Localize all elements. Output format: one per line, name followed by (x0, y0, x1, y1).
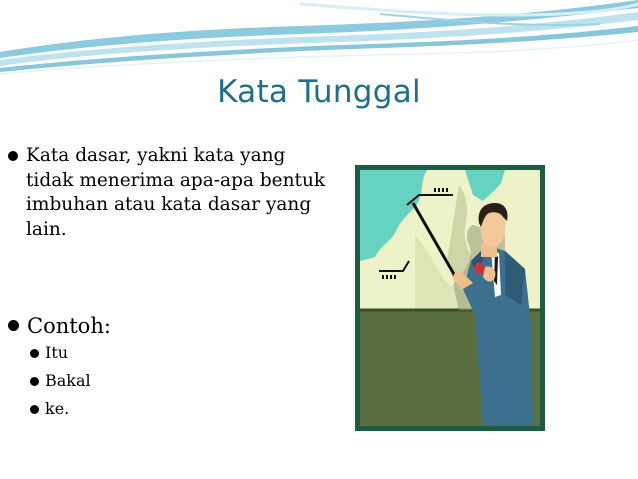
bullet-dot-icon (30, 349, 39, 358)
bullet-dot-icon (30, 405, 39, 414)
header-wave-decoration (0, 0, 638, 75)
example-item (30, 343, 68, 363)
example-item (30, 399, 69, 419)
example-text: ke. (45, 399, 70, 418)
bullet-examples-heading (8, 312, 111, 340)
presenter-clipart (355, 165, 545, 431)
definition-text: Kata dasar, yakni kata yang tidak menerima apa-apa bentuk imbuhan atau kata dasar yang lain. (26, 145, 326, 240)
example-item (30, 371, 91, 391)
bullet-dot-icon (30, 377, 39, 386)
examples-heading-text: Contoh: (27, 314, 111, 338)
example-text: Bakal (45, 371, 91, 390)
bullet-dot-icon (8, 151, 18, 161)
slide-title: Kata Tunggal (217, 74, 421, 110)
bullet-definition (8, 144, 338, 242)
example-text: Itu (45, 343, 69, 362)
bullet-dot-icon (8, 320, 19, 331)
